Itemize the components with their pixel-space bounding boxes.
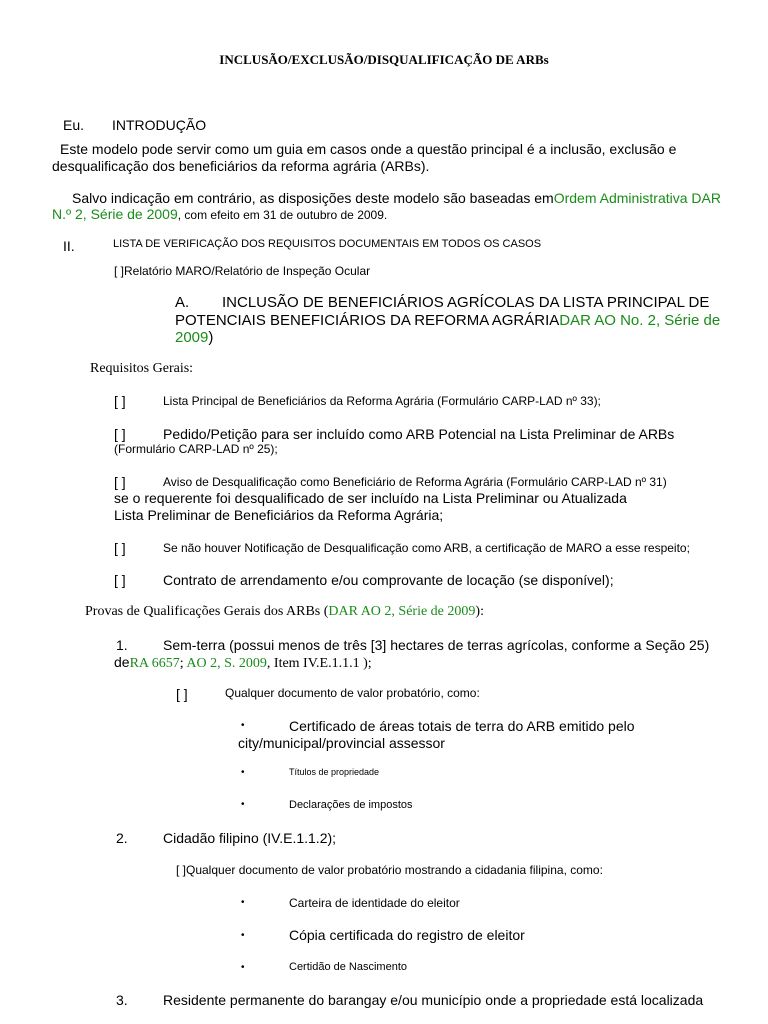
intro-text: Salvo indicação em contrário, as disposições deste modelo são baseadas em <box>72 190 554 206</box>
subsection-letter: A. <box>175 294 190 311</box>
evidence-text: Qualquer documento de valor probatório, como: <box>225 686 480 700</box>
bullet-item-text: Títulos de propriedade <box>289 767 380 777</box>
section-number: II. <box>63 238 75 254</box>
checklist-item-text: Contrato de arrendamento e/ou comprovante de locação (se disponível); <box>163 572 614 588</box>
section-title: LISTA DE VERIFICAÇÃO DOS REQUISITOS DOCUMENTAIS EM TODOS OS CASOS <box>113 238 542 250</box>
bullet-item-text: city/municipal/provincial assessor <box>238 735 445 751</box>
dar-order-link[interactable]: N.º 2, Série de 2009 <box>52 206 178 222</box>
intro-paragraph-2-cont <box>52 206 387 224</box>
bullet-item-text: Declarações de impostos <box>289 799 413 811</box>
bullet-item-text: Certificado de áreas totais de terra do ARB emitido pelo <box>289 718 635 734</box>
dar-ao-link[interactable]: DAR AO No. 2, Série de <box>559 312 721 329</box>
bullet-icon: • <box>241 767 245 778</box>
separator-text: ; <box>179 656 187 671</box>
bullet-item-text: Carteira de identidade do eleitor <box>289 896 460 910</box>
general-requirements-heading: Requisitos Gerais: <box>90 361 194 376</box>
intro-paragraph-line: desqualificação dos beneficiários da reforma agrária (ARBs). <box>52 158 430 174</box>
ao-2-link[interactable]: AO 2, S. 2009 <box>186 656 267 671</box>
ra-6657-link[interactable]: RA 6657 <box>129 656 180 671</box>
proofs-heading <box>85 604 484 620</box>
qualification-text: , Item IV.E.1.1.1 ); <box>266 656 372 671</box>
document-title: INCLUSÃO/EXCLUSÃO/DISQUALIFICAÇÃO DE ARBs <box>219 52 549 67</box>
checklist-item-text: se o requerente foi desqualificado de ser incluído na Lista Preliminar ou Atualizada <box>114 490 627 506</box>
qualification-number: 2. <box>116 830 128 846</box>
qualification-number: 3. <box>116 992 128 1008</box>
subsection-title-line <box>175 312 720 330</box>
checkbox[interactable]: [ ] <box>114 393 126 409</box>
checkbox[interactable]: [ ] <box>114 572 126 588</box>
checklist-item-text: Se não houver Notificação de Desqualificação como ARB, a certificação de MARO a esse respeito; <box>163 541 690 555</box>
qualification-text: Sem-terra (possui menos de três [3] hectares de terras agrícolas, conforme a Seção 25) <box>163 637 710 653</box>
checklist-item-text: Pedido/Petição para ser incluído como ARB Potencial na Lista Preliminar de ARBs <box>163 426 675 442</box>
bullet-icon: • <box>241 897 245 908</box>
section-number: Eu. <box>63 117 85 133</box>
bullet-item-text: Certidão de Nascimento <box>289 961 408 973</box>
qualification-text: de <box>114 654 130 670</box>
subsection-title-text: ) <box>208 329 214 346</box>
checklist-item-text: (Formulário CARP-LAD nº 25); <box>114 442 278 456</box>
dar-ao-link[interactable]: 2009 <box>175 329 209 346</box>
bullet-icon: • <box>241 720 245 731</box>
subsection-title-line: INCLUSÃO DE BENEFICIÁRIOS AGRÍCOLAS DA LISTA PRINCIPAL DE <box>222 294 710 311</box>
checklist-item-maro[interactable]: [ ]Relatório MARO/Relatório de Inspeção Ocular <box>114 264 371 278</box>
intro-paragraph-line: Este modelo pode servir como um guia em casos onde a questão principal é a inclusão, exclusão e <box>60 141 677 157</box>
checklist-item-text: Lista Principal de Beneficiários da Reforma Agrária (Formulário CARP-LAD nº 33); <box>163 394 601 408</box>
checkbox[interactable]: [ ] <box>114 540 126 556</box>
proofs-heading-text: Provas de Qualificações Gerais dos ARBs ( <box>85 604 329 619</box>
qualification-text-cont <box>114 654 372 672</box>
checkbox[interactable]: [ ] <box>114 426 126 442</box>
qualification-text: Residente permanente do barangay e/ou município onde a propriedade está localizada <box>163 992 704 1008</box>
section-title: INTRODUÇÃO <box>112 117 207 133</box>
proofs-heading-text: ): <box>475 604 484 619</box>
checkbox[interactable]: [ ] <box>176 686 188 702</box>
qualification-text: Cidadão filipino (IV.E.1.1.2); <box>163 830 337 846</box>
evidence-checkbox-item[interactable]: [ ]Qualquer documento de valor probatório mostrando a cidadania filipina, como: <box>176 863 603 877</box>
checklist-item-text: Aviso de Desqualificação como Beneficiário de Reforma Agrária (Formulário CARP-LAD nº 31) <box>163 475 667 489</box>
intro-text: , com efeito em 31 de outubro de 2009. <box>177 208 388 222</box>
intro-paragraph-2 <box>72 190 721 207</box>
dar-ao-link[interactable]: DAR AO 2, Série de 2009 <box>328 604 476 619</box>
bullet-icon: • <box>241 799 245 810</box>
subsection-title-line <box>175 329 213 347</box>
subsection-title-text: POTENCIAIS BENEFICIÁRIOS DA REFORMA AGRÁRIA <box>175 312 560 329</box>
qualification-number: 1. <box>116 637 128 653</box>
bullet-item-text: Cópia certificada do registro de eleitor <box>289 927 525 943</box>
dar-order-link[interactable]: Ordem Administrativa DAR <box>553 190 721 206</box>
checkbox[interactable]: [ ] <box>114 474 126 490</box>
bullet-icon: • <box>241 962 245 973</box>
checklist-item-text: Lista Preliminar de Beneficiários da Reforma Agrária; <box>114 507 444 523</box>
bullet-icon: • <box>241 930 245 941</box>
